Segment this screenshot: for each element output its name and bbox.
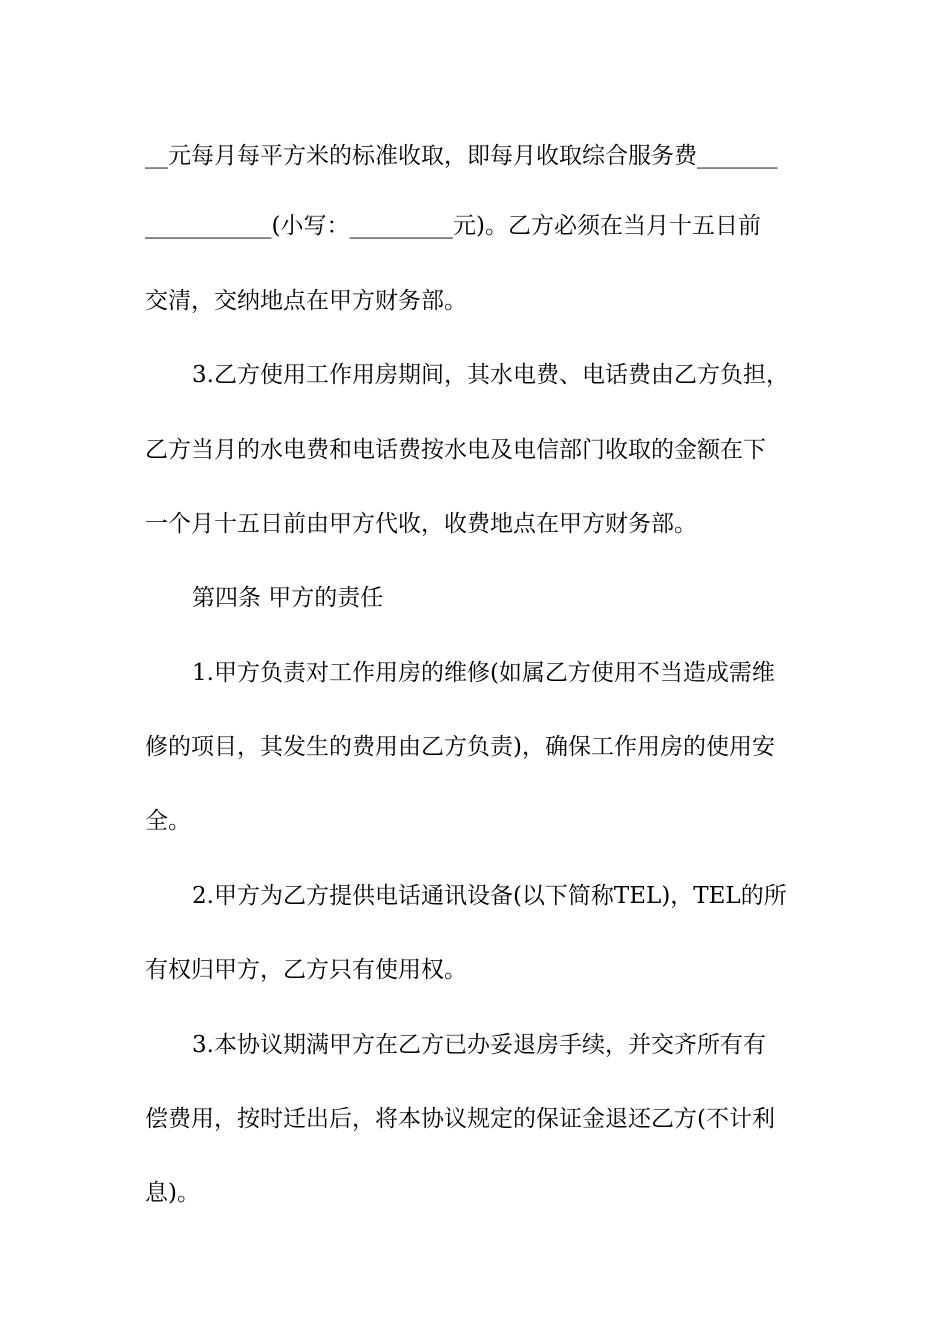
text-line-12: 有权归甲方，乙方只有使用权。: [145, 957, 467, 983]
text-line-8: 1.甲方负责对工作用房的维修(如属乙方使用不当造成需维: [192, 660, 775, 686]
text-line-4: 3.乙方使用工作用房期间，其水电费、电话费由乙方负担，: [192, 362, 789, 388]
text-line-1: __元每月每平方米的标准收取，即每月收取综合服务费_______: [145, 143, 778, 169]
text-line-9: 修的项目，其发生的费用由乙方负责)，确保工作用房的使用安: [145, 734, 775, 760]
text-line-6: 一个月十五日前由甲方代收，收费地点在甲方财务部。: [145, 511, 697, 537]
text-line-15: 息)。: [145, 1180, 200, 1206]
text-line-14: 偿费用，按时迁出后，将本协议规定的保证金退还乙方(不计利: [145, 1106, 775, 1132]
text-line-11: 2.甲方为乙方提供电话通讯设备(以下简称TEL)，TEL的所: [192, 883, 787, 909]
text-line-10: 全。: [145, 808, 191, 834]
text-line-3: 交清，交纳地点在甲方财务部。: [145, 288, 467, 314]
text-line-13: 3.本协议期满甲方在乙方已办妥退房手续，并交齐所有有: [192, 1032, 766, 1058]
text-line-2: ___________(小写：_________元)。乙方必须在当月十五日前: [145, 213, 761, 239]
section-heading: 第四条 甲方的责任: [192, 585, 384, 611]
text-line-5: 乙方当月的水电费和电话费按水电及电信部门收取的金额在下: [145, 437, 766, 463]
